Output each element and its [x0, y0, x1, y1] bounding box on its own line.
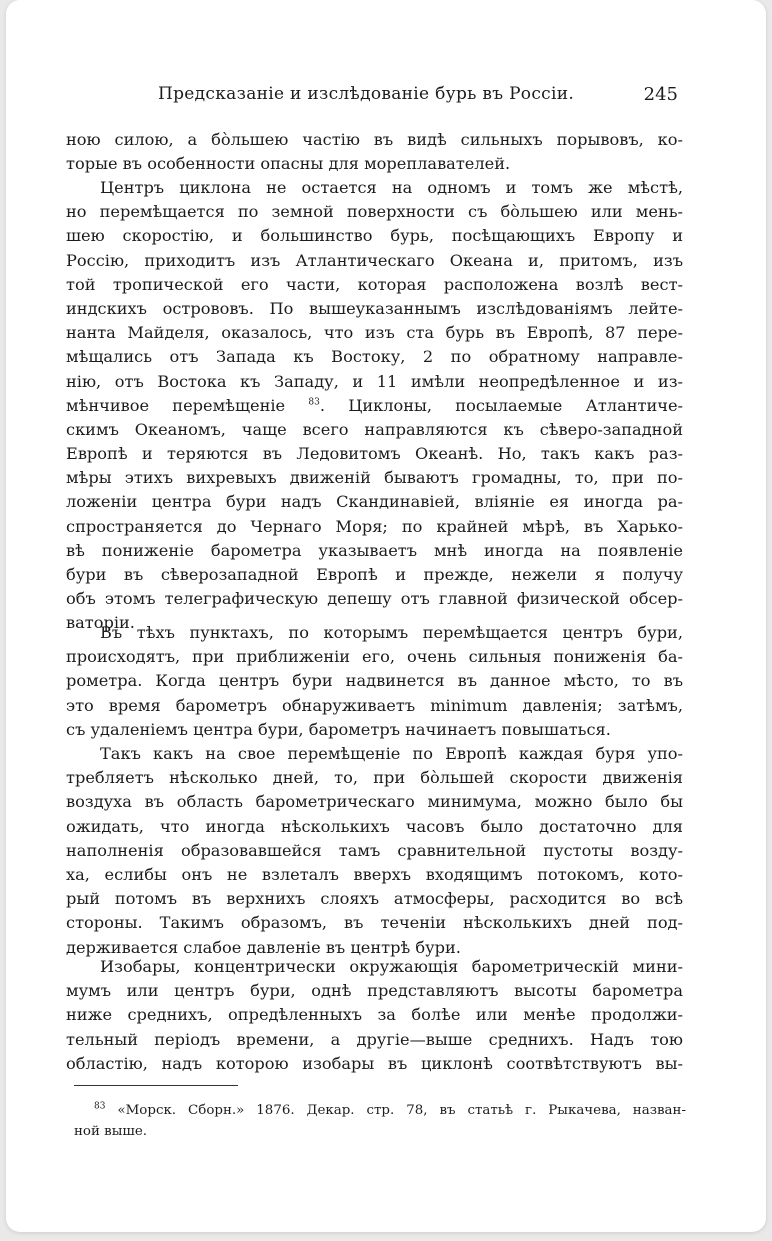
running-head: Предсказаніе и изслѣдованіе бурь въ Россіи. [158, 84, 575, 104]
text-line: наполненія образовавшейся тамъ сравнительной пустоты возду- [66, 840, 683, 860]
page-number: 245 [643, 84, 678, 105]
paragraph-3 [66, 621, 683, 742]
footnote-text: «Морск. Сборн.» 1876. Декар. стр. 78, въ статьѣ г. Рыкачева, назван- [117, 1103, 686, 1118]
text-line: Въ тѣхъ пунктахъ, по которымъ перемѣщается центръ бури, [100, 623, 683, 642]
text-line: объ этомъ телеграфическую депешу отъ главной физической обсер- [66, 589, 683, 609]
text-line: тельный періодъ времени, а другіе—выше среднихъ. Надъ тою [66, 1029, 683, 1049]
text-line: мѣры этихъ вихревыхъ движеній бываютъ громадны, то, при по- [66, 468, 683, 488]
paragraph-2 [66, 176, 683, 636]
text-line: Такъ какъ на свое перемѣщеніе по Европѣ каждая буря упо- [100, 744, 683, 763]
text-line: требляетъ нѣсколько дней, то, при бо̀льшей скорости движенія [66, 768, 683, 788]
text-line: индскихъ острововъ. По вышеуказаннымъ изслѣдованіямъ лейте- [66, 298, 683, 318]
text-segment: мѣнчивое перемѣщеніе [66, 395, 286, 415]
text-line: ха, еслибы онъ не взлеталъ вверхъ входящимъ потокомъ, кото- [66, 864, 683, 884]
text-line: ниже среднихъ, опредѣленныхъ за болѣе или менѣе продолжи- [66, 1005, 683, 1025]
text-line: но перемѣщается по земной поверхности съ бо̀льшею или мень- [66, 202, 683, 222]
text-line: Европѣ и теряются въ Ледовитомъ Океанѣ. Но, такъ какъ раз- [66, 444, 683, 464]
text-segment: Циклоны, посылаемые Атлантиче- [348, 395, 683, 415]
text-line-with-footnote-ref: мѣнчивое перемѣщеніе $^{83}$. Циклоны, посылаемые Атлантиче- [66, 395, 683, 415]
footnote-marker: 83 [94, 1101, 106, 1112]
text-line: мумъ или центръ бури, однѣ представляютъ высоты барометра [66, 981, 683, 1001]
text-line: ожидать, что иногда нѣсколькихъ часовъ было достаточно для [66, 816, 683, 836]
text-line: шею скоростію, и большинство бурь, посѣщающихъ Европу и [66, 226, 683, 246]
text-line: скимъ Океаномъ, чаще всего направляются къ сѣверо-западной [66, 419, 683, 439]
text-line: стороны. Такимъ образомъ, въ теченіи нѣсколькихъ дней под- [66, 913, 683, 933]
text-line: держивается слабое давленіе въ центрѣ бури. [66, 937, 461, 957]
text-line: рометра. Когда центръ бури надвинется въ данное мѣсто, то въ [66, 671, 683, 691]
text-line: Изобары, концентрически окружающія барометрическій мини- [100, 957, 683, 976]
text-line: Центръ циклона не остается на одномъ и томъ же мѣстѣ, [100, 178, 683, 197]
text-line: это время барометръ обнаруживаетъ minimum давленія; затѣмъ, [66, 695, 683, 715]
page-header [158, 84, 678, 108]
footnote-line [94, 1100, 686, 1121]
text-line: рый потомъ въ верхнихъ слояхъ атмосферы, расходится во всѣ [66, 889, 683, 909]
text-line: ваторіи. [66, 613, 135, 633]
text-line: съ удаленіемъ центра бури, барометръ начинаетъ повышаться. [66, 719, 611, 739]
text-line: вѣ пониженіе барометра указываетъ мнѣ иногда на появленіе [66, 540, 683, 560]
text-line: той тропической его части, которая расположена возлѣ вест- [66, 274, 683, 294]
text-line: нанта Майделя, оказалось, что изъ ста бурь въ Европѣ, 87 пере- [66, 323, 683, 343]
footnote [74, 1100, 686, 1142]
text-line: ною силою, а бо̀льшею частію въ видѣ сильныхъ порывовъ, ко- [66, 130, 683, 149]
footnote-line: ной выше. [74, 1124, 147, 1139]
document-page [6, 0, 766, 1232]
text-line: спространяется до Чернаго Моря; по крайней мѣрѣ, въ Харько- [66, 516, 683, 536]
footnote-ref[interactable]: 83 [308, 397, 320, 408]
text-line: ложеніи центра бури надъ Скандинавіей, вліяніе ея иногда ра- [66, 492, 683, 512]
text-line: происходятъ, при приближеніи его, очень сильныя пониженія ба- [66, 647, 683, 667]
text-line: бури въ сѣверозападной Европѣ и прежде, нежели я получу [66, 565, 683, 584]
text-line: Россію, приходитъ изъ Атлантическаго Океана и, притомъ, изъ [66, 250, 683, 270]
text-line: нію, отъ Востока къ Западу, и 11 имѣли неопредѣленное и из- [66, 371, 683, 391]
paragraph-5 [66, 955, 683, 1076]
paragraph-4 [66, 742, 683, 960]
text-line: мѣщались отъ Запада къ Востоку, 2 по обратному направле- [66, 347, 683, 367]
text-line: торые въ особенности опасны для мореплавателей. [66, 154, 511, 174]
text-line: областію, надъ которою изобары въ циклонѣ соотвѣтствуютъ вы- [66, 1053, 683, 1073]
footnote-divider [74, 1085, 238, 1086]
text-line: воздуха въ область барометрическаго минимума, можно было бы [66, 792, 683, 812]
paragraph-1 [66, 128, 683, 176]
